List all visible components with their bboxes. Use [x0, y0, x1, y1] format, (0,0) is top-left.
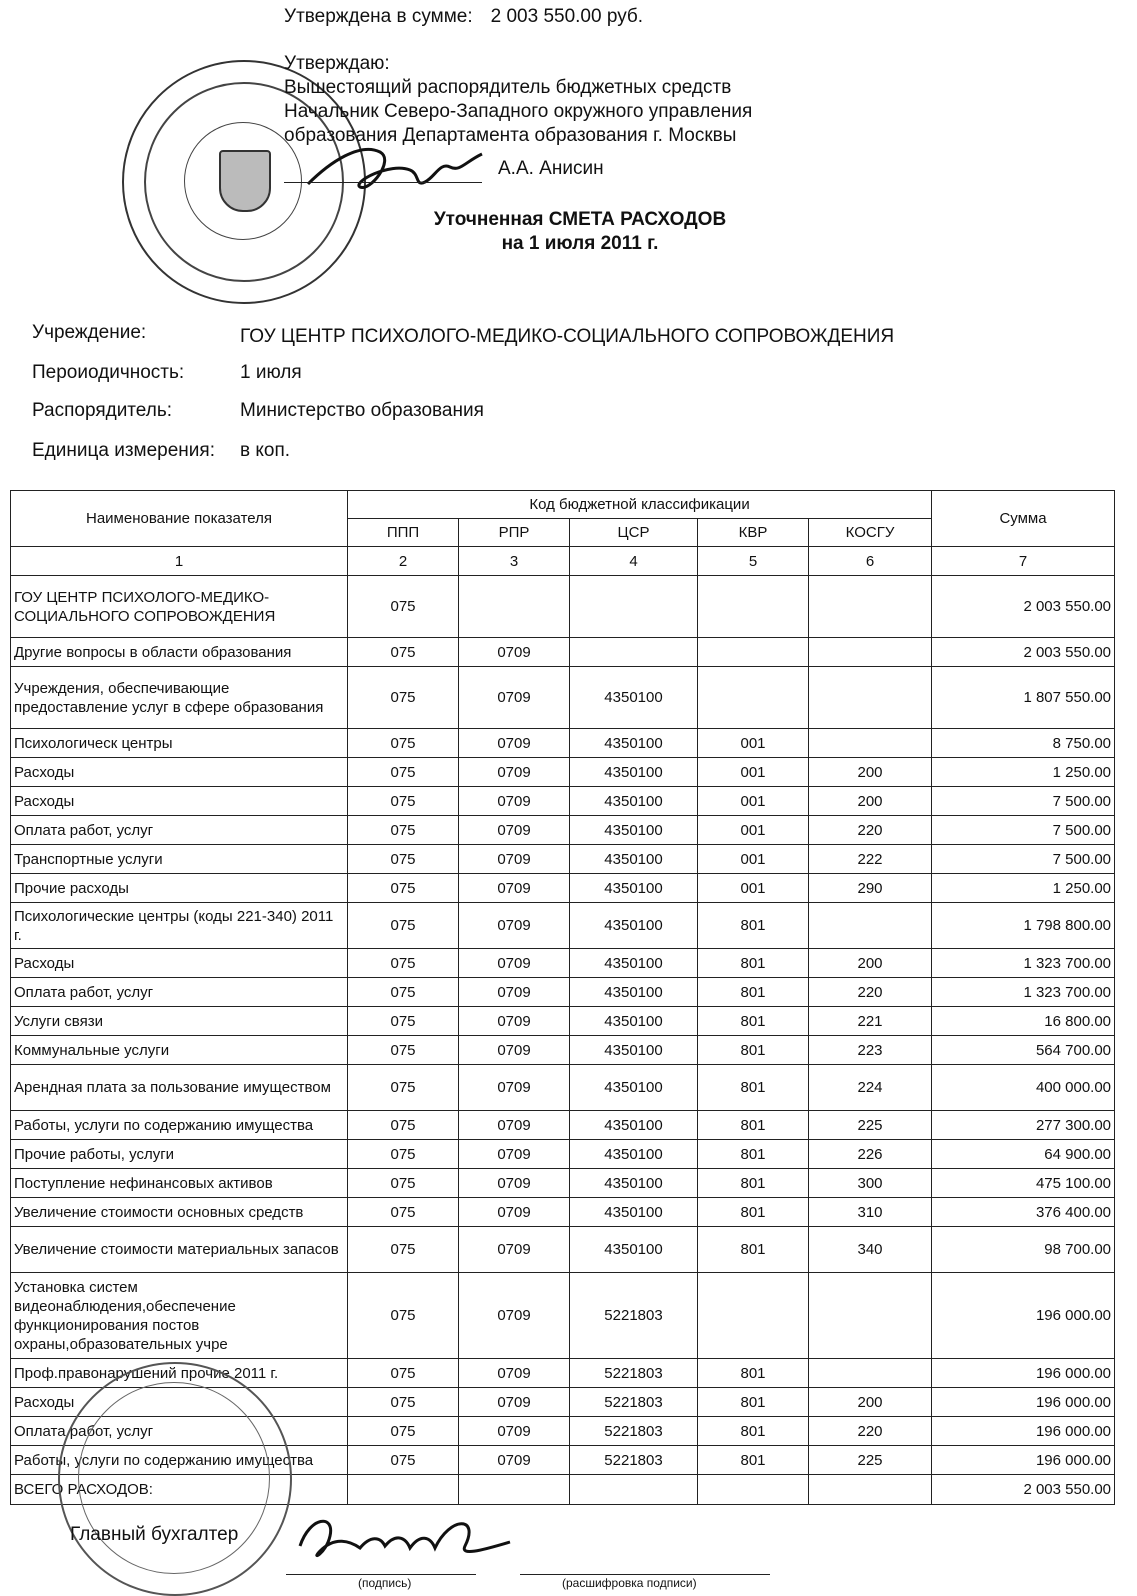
row-sum: 7 500.00: [932, 845, 1115, 874]
table-row: [11, 978, 1115, 1007]
row-csr: 4350100: [570, 1198, 698, 1227]
unit-value: в коп.: [240, 440, 291, 461]
header-name: Наименование показателя: [11, 491, 348, 547]
row-kosgu: 222: [809, 845, 932, 874]
row-name: Коммунальные услуги: [11, 1036, 348, 1065]
row-sum: 1 250.00: [932, 874, 1115, 903]
row-rpr: 0709: [459, 758, 570, 787]
column-number: 7: [932, 547, 1115, 576]
row-kvr: [698, 667, 809, 729]
moscow-coat-of-arms-icon: [219, 150, 271, 212]
unit-label: Единица измерения:: [32, 440, 215, 461]
row-kvr: 001: [698, 787, 809, 816]
row-ppp: 075: [348, 1140, 459, 1169]
row-rpr: 0709: [459, 638, 570, 667]
row-kvr: 801: [698, 1007, 809, 1036]
row-name: Прочие расходы: [11, 874, 348, 903]
row-csr: 5221803: [570, 1388, 698, 1417]
table-row: [11, 1273, 1115, 1359]
row-kvr: [698, 1273, 809, 1359]
row-rpr: 0709: [459, 787, 570, 816]
row-name: ГОУ ЦЕНТР ПСИХОЛОГО-МЕДИКО-СОЦИАЛЬНОГО СОПРОВОЖДЕНИЯ: [11, 576, 348, 638]
row-kosgu: 220: [809, 816, 932, 845]
row-sum: 8 750.00: [932, 729, 1115, 758]
row-ppp: 075: [348, 1111, 459, 1140]
row-name: Проф.правонарушений прочие 2011 г.: [11, 1359, 348, 1388]
column-number: 3: [459, 547, 570, 576]
row-rpr: 0709: [459, 1065, 570, 1111]
row-sum: 196 000.00: [932, 1388, 1115, 1417]
row-ppp: 075: [348, 949, 459, 978]
row-ppp: 075: [348, 1065, 459, 1111]
row-kosgu: 226: [809, 1140, 932, 1169]
title-line-2: на 1 июля 2011 г.: [501, 233, 659, 254]
row-name: Увеличение стоимости материальных запасов: [11, 1227, 348, 1273]
expense-estimate-table: [10, 490, 1115, 1505]
row-sum: 196 000.00: [932, 1446, 1115, 1475]
header-csr: ЦСР: [570, 519, 698, 547]
row-csr: 4350100: [570, 667, 698, 729]
chief-accountant-label: Главный бухгалтер: [70, 1524, 239, 1545]
approver-line-1: Вышестоящий распорядитель бюджетных средств: [284, 77, 732, 98]
signature-line: [286, 1574, 476, 1575]
row-rpr: 0709: [459, 1169, 570, 1198]
approver-line-3: образования Департамента образования г. Москвы: [284, 125, 737, 146]
row-kosgu: 224: [809, 1065, 932, 1111]
row-sum: 7 500.00: [932, 816, 1115, 845]
table-row: [11, 758, 1115, 787]
approver-signature-line: [284, 182, 482, 183]
row-csr: 4350100: [570, 1065, 698, 1111]
table-row: [11, 949, 1115, 978]
decode-line: [520, 1574, 770, 1575]
column-number: 2: [348, 547, 459, 576]
row-csr: 5221803: [570, 1273, 698, 1359]
row-kvr: 001: [698, 816, 809, 845]
header-rpr: РПР: [459, 519, 570, 547]
row-ppp: 075: [348, 816, 459, 845]
row-kosgu: 200: [809, 1388, 932, 1417]
row-kosgu: [809, 638, 932, 667]
row-csr: 4350100: [570, 729, 698, 758]
row-name: Расходы: [11, 949, 348, 978]
row-ppp: 075: [348, 667, 459, 729]
row-name: Другие вопросы в области образования: [11, 638, 348, 667]
row-kosgu: [809, 729, 932, 758]
row-name: Оплата работ, услуг: [11, 978, 348, 1007]
row-sum: 7 500.00: [932, 787, 1115, 816]
row-csr: 4350100: [570, 1036, 698, 1065]
row-kvr: 801: [698, 1140, 809, 1169]
table-row: [11, 1169, 1115, 1198]
row-rpr: 0709: [459, 1359, 570, 1388]
row-kosgu: [809, 576, 932, 638]
row-csr: 4350100: [570, 1007, 698, 1036]
row-kvr: 801: [698, 1417, 809, 1446]
row-kosgu: 200: [809, 949, 932, 978]
row-name: Расходы: [11, 758, 348, 787]
row-kosgu: [809, 1359, 932, 1388]
row-ppp: 075: [348, 1007, 459, 1036]
row-rpr: 0709: [459, 949, 570, 978]
table-row: [11, 1036, 1115, 1065]
row-sum: 1 798 800.00: [932, 903, 1115, 949]
row-rpr: 0709: [459, 1227, 570, 1273]
header-kosgu: КОСГУ: [809, 519, 932, 547]
column-number: 1: [11, 547, 348, 576]
row-rpr: 0709: [459, 1273, 570, 1359]
row-csr: 4350100: [570, 903, 698, 949]
table-row: [11, 874, 1115, 903]
row-ppp: 075: [348, 1198, 459, 1227]
institution-value: ГОУ ЦЕНТР ПСИХОЛОГО-МЕДИКО-СОЦИАЛЬНОГО СОПРОВОЖДЕНИЯ: [240, 326, 895, 347]
row-sum: 2 003 550.00: [932, 638, 1115, 667]
row-ppp: 075: [348, 787, 459, 816]
row-ppp: 075: [348, 1359, 459, 1388]
approver-signature: [300, 132, 490, 202]
row-sum: 196 000.00: [932, 1273, 1115, 1359]
chief-accountant-signature: [290, 1506, 520, 1572]
row-sum: 376 400.00: [932, 1198, 1115, 1227]
row-csr: [570, 576, 698, 638]
row-rpr: 0709: [459, 874, 570, 903]
row-csr: 4350100: [570, 758, 698, 787]
row-sum: 1 807 550.00: [932, 667, 1115, 729]
table-row: [11, 845, 1115, 874]
row-sum: 277 300.00: [932, 1111, 1115, 1140]
row-name: Расходы: [11, 1388, 348, 1417]
row-name: Транспортные услуги: [11, 845, 348, 874]
column-number: 5: [698, 547, 809, 576]
row-kosgu: [809, 1273, 932, 1359]
row-name: Поступление нефинансовых активов: [11, 1169, 348, 1198]
row-csr: 5221803: [570, 1359, 698, 1388]
row-kosgu: 220: [809, 1417, 932, 1446]
table-row: [11, 1140, 1115, 1169]
row-name: Работы, услуги по содержанию имущества: [11, 1446, 348, 1475]
row-kvr: 001: [698, 758, 809, 787]
row-rpr: 0709: [459, 667, 570, 729]
row-ppp: 075: [348, 903, 459, 949]
row-ppp: 075: [348, 1446, 459, 1475]
row-sum: 196 000.00: [932, 1359, 1115, 1388]
row-rpr: 0709: [459, 1446, 570, 1475]
table-body: [11, 576, 1115, 1475]
table-row: [11, 638, 1115, 667]
row-kvr: 801: [698, 949, 809, 978]
row-kvr: 001: [698, 874, 809, 903]
row-kvr: 801: [698, 1169, 809, 1198]
row-kvr: 801: [698, 1198, 809, 1227]
row-sum: 1 250.00: [932, 758, 1115, 787]
column-number: 4: [570, 547, 698, 576]
row-name: Психологические центры (коды 221-340) 2011 г.: [11, 903, 348, 949]
signature-caption: (подпись): [358, 1576, 412, 1590]
column-number-row: [11, 547, 1115, 576]
row-csr: 4350100: [570, 978, 698, 1007]
row-csr: [570, 638, 698, 667]
row-kosgu: 221: [809, 1007, 932, 1036]
row-csr: 4350100: [570, 816, 698, 845]
row-sum: 564 700.00: [932, 1036, 1115, 1065]
row-csr: 4350100: [570, 1111, 698, 1140]
row-rpr: 0709: [459, 1388, 570, 1417]
title-line-1: Уточненная СМЕТА РАСХОДОВ: [433, 209, 727, 230]
row-name: Расходы: [11, 787, 348, 816]
row-kvr: [698, 576, 809, 638]
table-row: [11, 1198, 1115, 1227]
table-row: [11, 903, 1115, 949]
accounting-stamp: [58, 1362, 292, 1596]
approved-sum-amount: 2 003 550.00 руб.: [490, 6, 644, 27]
row-ppp: 075: [348, 1227, 459, 1273]
row-kosgu: 300: [809, 1169, 932, 1198]
row-kosgu: 225: [809, 1446, 932, 1475]
row-kvr: 801: [698, 978, 809, 1007]
total-label: ВСЕГО РАСХОДОВ:: [11, 1475, 348, 1505]
period-label: Пероиодичность:: [32, 362, 185, 383]
row-name: Установка систем видеонаблюдения,обеспечение функционирования постов охраны,образовательных учре: [11, 1273, 348, 1359]
row-rpr: 0709: [459, 1111, 570, 1140]
table-row: [11, 787, 1115, 816]
row-rpr: 0709: [459, 903, 570, 949]
row-kvr: 801: [698, 1227, 809, 1273]
row-rpr: 0709: [459, 1417, 570, 1446]
row-csr: 4350100: [570, 1140, 698, 1169]
manager-label: Распорядитель:: [32, 400, 172, 421]
table-row: [11, 667, 1115, 729]
approved-sum-line: [284, 6, 643, 28]
row-kosgu: 200: [809, 758, 932, 787]
row-kvr: 801: [698, 1036, 809, 1065]
row-rpr: 0709: [459, 729, 570, 758]
row-rpr: 0709: [459, 845, 570, 874]
row-csr: 4350100: [570, 787, 698, 816]
row-name: Оплата работ, услуг: [11, 1417, 348, 1446]
row-ppp: 075: [348, 1417, 459, 1446]
row-sum: 2 003 550.00: [932, 576, 1115, 638]
row-rpr: 0709: [459, 978, 570, 1007]
institution-label: Учреждение:: [32, 322, 147, 343]
row-kvr: 801: [698, 903, 809, 949]
row-ppp: 075: [348, 638, 459, 667]
row-kvr: 801: [698, 1359, 809, 1388]
row-kosgu: 223: [809, 1036, 932, 1065]
approver-name: А.А. Анисин: [498, 158, 604, 179]
header-kvr: КВР: [698, 519, 809, 547]
row-ppp: 075: [348, 1273, 459, 1359]
row-ppp: 075: [348, 729, 459, 758]
approved-sum-label: Утверждена в сумме:: [284, 6, 473, 27]
row-name: Оплата работ, услуг: [11, 816, 348, 845]
row-sum: 475 100.00: [932, 1169, 1115, 1198]
row-sum: 196 000.00: [932, 1417, 1115, 1446]
row-csr: 5221803: [570, 1446, 698, 1475]
row-rpr: 0709: [459, 1198, 570, 1227]
row-kosgu: 225: [809, 1111, 932, 1140]
table-row: [11, 1065, 1115, 1111]
row-sum: 1 323 700.00: [932, 949, 1115, 978]
row-rpr: 0709: [459, 1007, 570, 1036]
row-ppp: 075: [348, 576, 459, 638]
row-csr: 4350100: [570, 949, 698, 978]
row-name: Услуги связи: [11, 1007, 348, 1036]
row-kvr: 801: [698, 1388, 809, 1417]
row-sum: 64 900.00: [932, 1140, 1115, 1169]
row-ppp: 075: [348, 874, 459, 903]
row-kosgu: 200: [809, 787, 932, 816]
row-kvr: [698, 638, 809, 667]
table-row: [11, 816, 1115, 845]
table-row: [11, 1111, 1115, 1140]
row-kvr: 801: [698, 1065, 809, 1111]
row-name: Учреждения, обеспечивающие предоставление услуг в сфере образования: [11, 667, 348, 729]
row-rpr: 0709: [459, 816, 570, 845]
row-rpr: [459, 576, 570, 638]
row-kosgu: [809, 667, 932, 729]
row-kosgu: 220: [809, 978, 932, 1007]
manager-value: Министерство образования: [240, 400, 484, 421]
row-kosgu: [809, 903, 932, 949]
column-number: 6: [809, 547, 932, 576]
header-sum: Сумма: [932, 491, 1115, 547]
row-rpr: 0709: [459, 1140, 570, 1169]
table-row: [11, 1007, 1115, 1036]
row-ppp: 075: [348, 758, 459, 787]
document-title: [300, 208, 860, 256]
decode-caption: (расшифровка подписи): [562, 1576, 697, 1590]
header-ppp: ППП: [348, 519, 459, 547]
row-ppp: 075: [348, 845, 459, 874]
row-ppp: 075: [348, 1169, 459, 1198]
row-ppp: 075: [348, 1036, 459, 1065]
row-sum: 400 000.00: [932, 1065, 1115, 1111]
row-kosgu: 290: [809, 874, 932, 903]
row-name: Работы, услуги по содержанию имущества: [11, 1111, 348, 1140]
row-name: Арендная плата за пользование имуществом: [11, 1065, 348, 1111]
row-kvr: 001: [698, 845, 809, 874]
table-row: [11, 576, 1115, 638]
row-kosgu: 340: [809, 1227, 932, 1273]
table-row: [11, 1227, 1115, 1273]
row-kosgu: 310: [809, 1198, 932, 1227]
row-sum: 1 323 700.00: [932, 978, 1115, 1007]
approve-word: Утверждаю:: [284, 53, 390, 74]
row-kvr: 801: [698, 1446, 809, 1475]
row-rpr: 0709: [459, 1036, 570, 1065]
row-sum: 98 700.00: [932, 1227, 1115, 1273]
row-csr: 4350100: [570, 1227, 698, 1273]
period-value: 1 июля: [240, 362, 302, 383]
row-csr: 4350100: [570, 845, 698, 874]
row-ppp: 075: [348, 978, 459, 1007]
table-row: [11, 729, 1115, 758]
row-kvr: 801: [698, 1111, 809, 1140]
total-sum: 2 003 550.00: [932, 1475, 1115, 1505]
row-name: Прочие работы, услуги: [11, 1140, 348, 1169]
row-csr: 4350100: [570, 874, 698, 903]
row-name: Увеличение стоимости основных средств: [11, 1198, 348, 1227]
row-sum: 16 800.00: [932, 1007, 1115, 1036]
row-csr: 4350100: [570, 1169, 698, 1198]
row-csr: 5221803: [570, 1417, 698, 1446]
approver-line-2: Начальник Северо-Западного окружного управления: [284, 101, 753, 122]
row-kvr: 001: [698, 729, 809, 758]
row-name: Психологическ центры: [11, 729, 348, 758]
header-code-group: Код бюджетной классификации: [348, 491, 932, 519]
row-ppp: 075: [348, 1388, 459, 1417]
